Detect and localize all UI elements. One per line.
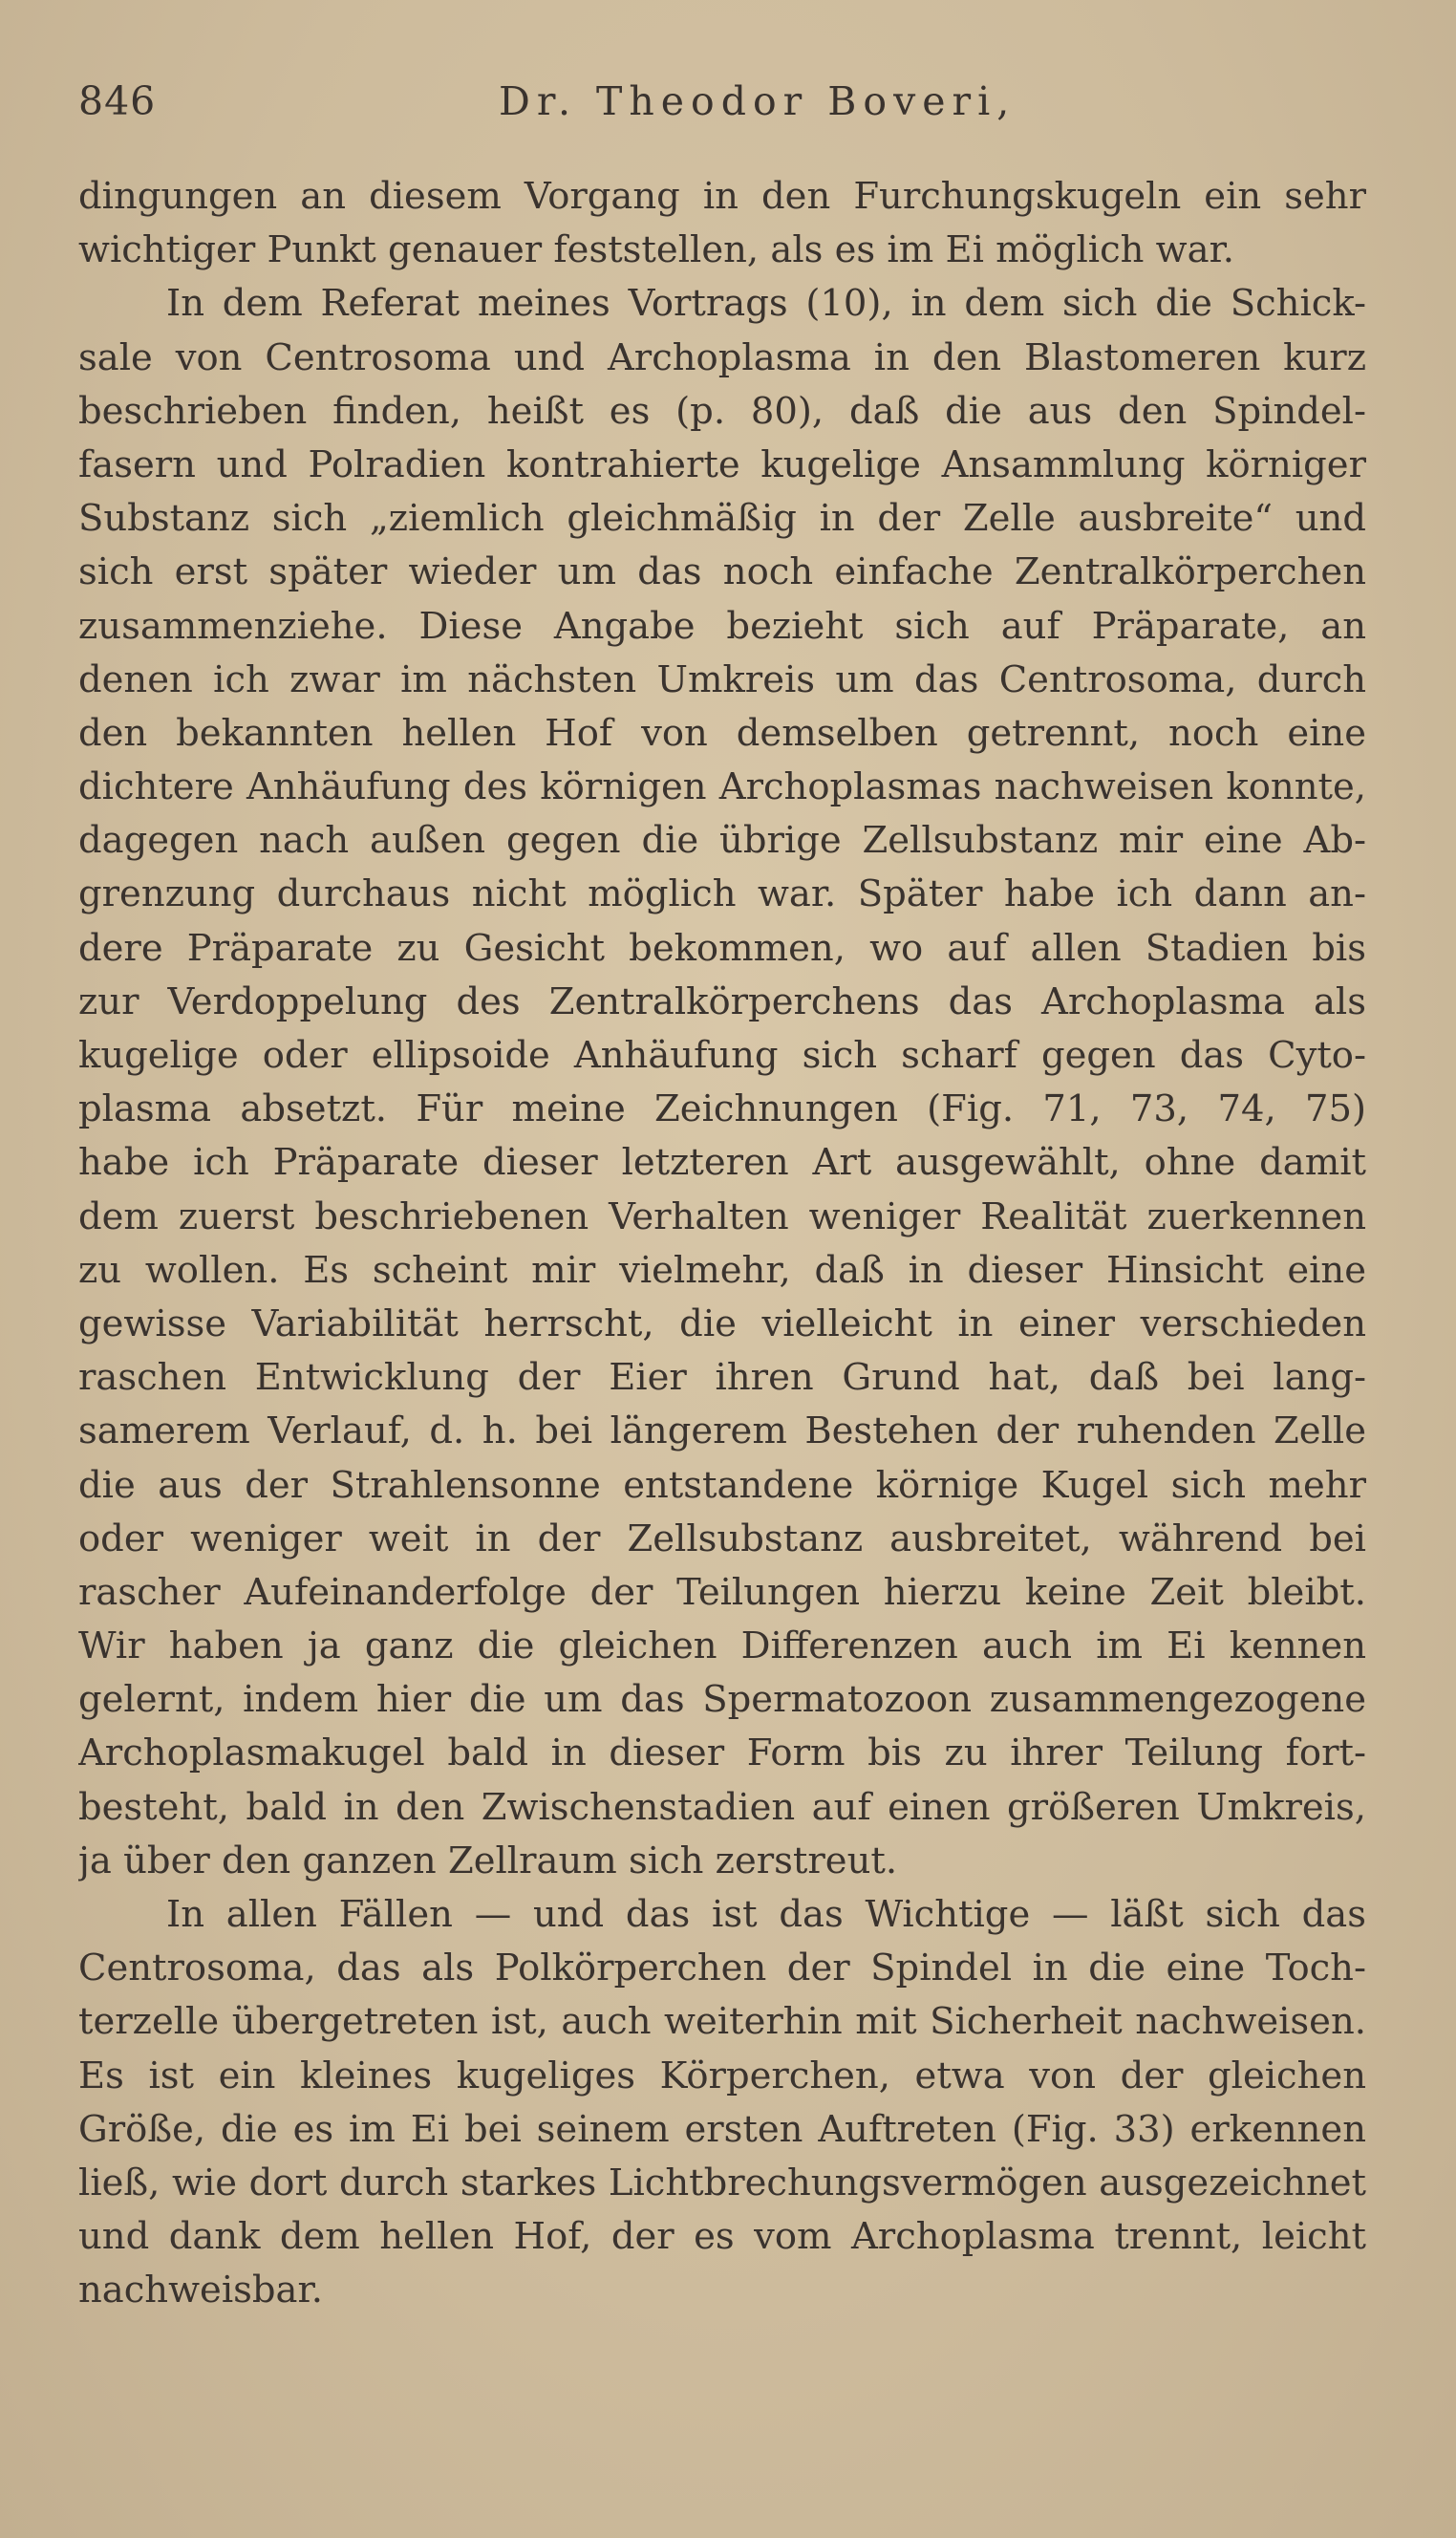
text-line: Archoplasmakugel bald in dieser Form bis zu ihrer Teilung fort- bbox=[78, 1731, 1366, 1775]
text-line: den bekannten hellen Hof von demselben getrennt, noch eine bbox=[78, 711, 1366, 755]
body-text bbox=[78, 170, 1366, 2318]
text-line: grenzung durchaus nicht möglich war. Später habe ich dann an- bbox=[78, 872, 1366, 916]
text-line: oder weniger weit in der Zellsubstanz ausbreitet, während bei bbox=[78, 1516, 1366, 1560]
page-header bbox=[78, 78, 1378, 136]
text-line: In dem Referat meines Vortrags (10), in dem sich die Schick- bbox=[166, 282, 1366, 326]
text-line: fasern und Polradien kontrahierte kugelige Ansammlung körniger bbox=[78, 442, 1366, 486]
page-number: 846 bbox=[78, 78, 157, 124]
text-line: samerem Verlauf, d. h. bei längerem Bestehen der ruhenden Zelle bbox=[78, 1409, 1366, 1453]
text-line: kugelige oder ellipsoide Anhäufung sich scharf gegen das Cyto- bbox=[78, 1034, 1366, 1077]
text-line: dere Präparate zu Gesicht bekommen, wo auf allen Stadien bis bbox=[78, 926, 1366, 970]
text-line: raschen Entwicklung der Eier ihren Grund hat, daß bei lang- bbox=[78, 1356, 1366, 1400]
text-line: dingungen an diesem Vorgang in den Furchungskugeln ein sehr bbox=[78, 175, 1366, 218]
text-line: sale von Centrosoma und Archoplasma in den Blastomeren kurz bbox=[78, 335, 1366, 379]
text-line: gelernt, indem hier die um das Spermatozoon zusammengezogene bbox=[78, 1678, 1366, 1722]
text-line: Centrosoma, das als Polkörperchen der Spindel in die eine Toch- bbox=[78, 1947, 1366, 1990]
text-line: denen ich zwar im nächsten Umkreis um das Centrosoma, durch bbox=[78, 657, 1366, 701]
text-line: Wir haben ja ganz die gleichen Differenzen auch im Ei kennen bbox=[78, 1624, 1366, 1668]
text-line: wichtiger Punkt genauer feststellen, als es im Ei möglich war. bbox=[78, 228, 1235, 272]
text-line: In allen Fällen — und das ist das Wichtige — läßt sich das bbox=[166, 1893, 1366, 1936]
text-line: zu wollen. Es scheint mir vielmehr, daß in dieser Hinsicht eine bbox=[78, 1248, 1366, 1292]
text-line: beschrieben finden, heißt es (p. 80), daß die aus den Spindel- bbox=[78, 389, 1366, 433]
text-line: habe ich Präparate dieser letzteren Art ausgewählt, ohne damit bbox=[78, 1141, 1366, 1185]
text-line: nachweisbar. bbox=[78, 2269, 323, 2312]
text-line: ja über den ganzen Zellraum sich zerstreut. bbox=[78, 1839, 898, 1882]
text-line: plasma absetzt. Für meine Zeichnungen (Fig. 71, 73, 74, 75) bbox=[78, 1087, 1366, 1131]
text-line: gewisse Variabilität herrscht, die vielleicht in einer verschieden bbox=[78, 1301, 1366, 1345]
text-line: Substanz sich „ziemlich gleichmäßig in der Zelle ausbreite“ und bbox=[78, 497, 1366, 541]
running-title: Dr. Theodor Boveri, bbox=[499, 78, 1017, 124]
text-line: besteht, bald in den Zwischenstadien auf einen größeren Umkreis, bbox=[78, 1785, 1366, 1829]
text-line: terzelle übergetreten ist, auch weiterhin mit Sicherheit nachweisen. bbox=[78, 2000, 1366, 2044]
text-line: dichtere Anhäufung des körnigen Archoplasmas nachweisen konnte, bbox=[78, 765, 1366, 809]
text-line: dagegen nach außen gegen die übrige Zellsubstanz mir eine Ab- bbox=[78, 819, 1366, 863]
text-line: rascher Aufeinanderfolge der Teilungen hierzu keine Zeit bleibt. bbox=[78, 1570, 1366, 1614]
text-line: Es ist ein kleines kugeliges Körperchen, etwa von der gleichen bbox=[78, 2054, 1366, 2097]
text-line: sich erst später wieder um das noch einfache Zentralkörperchen bbox=[78, 550, 1366, 594]
text-line: zur Verdoppelung des Zentralkörperchens das Archoplasma als bbox=[78, 979, 1366, 1023]
text-line: ließ, wie dort durch starkes Lichtbrechungsvermögen ausgezeichnet bbox=[78, 2161, 1366, 2205]
text-line: Größe, die es im Ei bei seinem ersten Auftreten (Fig. 33) erkennen bbox=[78, 2107, 1366, 2151]
text-line: dem zuerst beschriebenen Verhalten weniger Realität zuerkennen bbox=[78, 1194, 1366, 1238]
text-line: und dank dem hellen Hof, der es vom Archoplasma trennt, leicht bbox=[78, 2215, 1366, 2259]
text-line: die aus der Strahlensonne entstandene körnige Kugel sich mehr bbox=[78, 1463, 1366, 1507]
text-line: zusammenziehe. Diese Angabe bezieht sich auf Präparate, an bbox=[78, 604, 1366, 648]
